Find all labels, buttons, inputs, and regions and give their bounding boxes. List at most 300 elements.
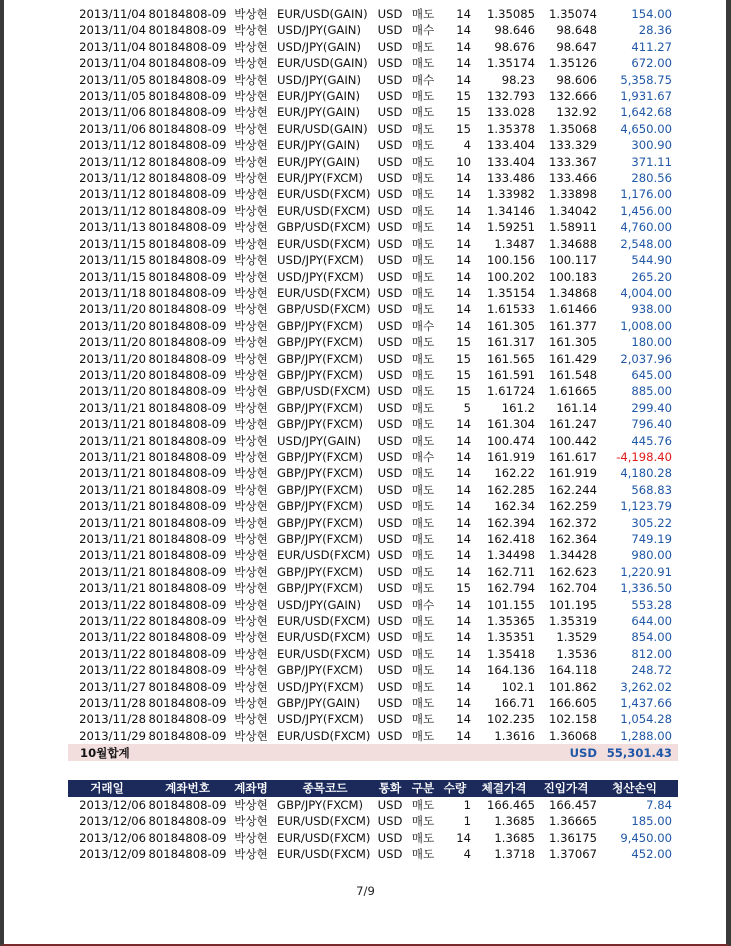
table-row: [68, 22, 678, 38]
entry-price-cell: 162.704: [549, 581, 597, 596]
quantity-cell: 14: [456, 532, 471, 546]
symbol-code-cell: EUR/JPY(FXCM): [277, 171, 363, 186]
trade-date-cell: 2013/11/21: [79, 417, 146, 432]
side-cell: 매도: [411, 253, 435, 268]
symbol-code-cell: USD/JPY(FXCM): [277, 253, 364, 268]
symbol-code-cell: GBP/JPY(FXCM): [277, 367, 363, 382]
currency-cell: USD: [377, 433, 403, 448]
symbol-code-cell: EUR/USD(FXCM): [277, 646, 371, 661]
trade-date-cell: 2013/11/15: [79, 269, 146, 284]
symbol-code-cell: GBP/JPY(FXCM): [277, 482, 363, 497]
side-cell: 매도: [411, 7, 435, 21]
table-row: [68, 137, 678, 153]
table-row: [68, 351, 678, 367]
monthly-total-value: 55,301.43: [597, 744, 678, 761]
currency-cell: USD: [377, 89, 403, 104]
account-number-cell: 80184808-09: [148, 318, 227, 333]
quantity-cell: 14: [456, 466, 471, 481]
account-name-cell: 박상현: [234, 712, 268, 727]
symbol-code-cell: GBP/JPY(FXCM): [277, 532, 363, 546]
account-number-cell: 80184808-09: [148, 89, 227, 104]
account-number-cell: 80184808-09: [148, 646, 227, 661]
realized-pnl-cell: 1,437.66: [620, 696, 672, 711]
quantity-cell: 14: [456, 482, 471, 497]
fill-price-cell: 102.235: [487, 712, 535, 727]
fill-price-cell: 1.34146: [487, 203, 535, 218]
table-row: [68, 515, 678, 531]
entry-price-cell: 1.37067: [549, 847, 597, 862]
entry-price-cell: 1.34042: [549, 203, 597, 218]
symbol-code-cell: EUR/USD(FXCM): [277, 203, 371, 218]
realized-pnl-cell: 180.00: [631, 335, 672, 350]
side-cell: 매수: [411, 72, 435, 87]
currency-cell: USD: [377, 515, 403, 530]
monthly-total-currency: USD: [535, 744, 597, 761]
table-row: [68, 104, 678, 120]
account-number-cell: 80184808-09: [148, 302, 227, 317]
entry-price-cell: 101.195: [549, 597, 597, 612]
fill-price-cell: 132.793: [487, 89, 535, 104]
side-cell: 매도: [411, 679, 435, 694]
symbol-code-cell: GBP/JPY(FXCM): [277, 663, 363, 678]
account-name-cell: 박상현: [234, 646, 268, 661]
account-name-cell: 박상현: [234, 532, 268, 546]
realized-pnl-cell: 544.90: [631, 253, 672, 268]
symbol-code-cell: USD/JPY(GAIN): [277, 39, 361, 54]
table-row: [68, 813, 678, 829]
account-name-cell: 박상현: [234, 171, 268, 186]
realized-pnl-cell: 980.00: [631, 548, 672, 563]
entry-price-cell: 1.36068: [549, 728, 597, 743]
side-cell: 매도: [411, 236, 435, 251]
account-number-cell: 80184808-09: [148, 548, 227, 563]
symbol-code-cell: GBP/JPY(FXCM): [277, 581, 363, 596]
account-number-cell: 80184808-09: [148, 351, 227, 366]
account-number-cell: 80184808-09: [148, 220, 227, 235]
trade-date-cell: 2013/11/12: [79, 171, 146, 186]
symbol-code-cell: GBP/JPY(FXCM): [277, 318, 363, 333]
account-name-cell: 박상현: [234, 23, 268, 38]
quantity-cell: 15: [456, 581, 471, 596]
account-name-cell: 박상현: [234, 728, 268, 743]
currency-cell: USD: [377, 798, 403, 812]
quantity-cell: 15: [456, 335, 471, 350]
trade-date-cell: 2013/11/22: [79, 614, 146, 629]
table-row: [68, 482, 678, 498]
side-cell: 매도: [411, 798, 435, 812]
trade-date-cell: 2013/11/12: [79, 138, 146, 153]
side-cell: 매수: [411, 318, 435, 333]
trade-date-cell: 2013/11/04: [79, 39, 146, 54]
account-name-cell: 박상현: [234, 515, 268, 530]
side-cell: 매도: [411, 433, 435, 448]
currency-cell: USD: [377, 417, 403, 432]
fill-price-cell: 161.919: [487, 449, 535, 464]
currency-cell: USD: [377, 449, 403, 464]
symbol-code-cell: EUR/USD(GAIN): [277, 121, 368, 136]
table-row: [68, 269, 678, 285]
account-name-cell: 박상현: [234, 798, 268, 812]
table-row: [68, 797, 678, 813]
monthly-total-label: 10월합계: [68, 744, 229, 761]
currency-cell: USD: [377, 56, 403, 71]
account-number-cell: 80184808-09: [148, 285, 227, 300]
entry-price-cell: 1.3529: [556, 630, 597, 645]
account-number-cell: 80184808-09: [148, 696, 227, 711]
account-number-cell: 80184808-09: [148, 728, 227, 743]
realized-pnl-cell: 7.84: [646, 798, 672, 812]
trade-date-cell: 2013/11/21: [79, 482, 146, 497]
quantity-cell: 14: [456, 830, 471, 845]
trade-date-cell: 2013/11/04: [79, 7, 146, 21]
trade-date-cell: 2013/11/05: [79, 89, 146, 104]
account-name-cell: 박상현: [234, 847, 268, 862]
quantity-cell: 14: [456, 187, 471, 202]
fill-price-cell: 101.155: [487, 597, 535, 612]
account-number-cell: 80184808-09: [148, 499, 227, 514]
account-name-cell: 박상현: [234, 564, 268, 579]
account-number-cell: 80184808-09: [148, 564, 227, 579]
symbol-code-cell: EUR/USD(FXCM): [277, 285, 371, 300]
account-name-cell: 박상현: [234, 318, 268, 333]
account-number-cell: 80184808-09: [148, 433, 227, 448]
realized-pnl-cell: 854.00: [631, 630, 672, 645]
table-row: [68, 170, 678, 186]
side-cell: 매도: [411, 728, 435, 743]
fill-price-cell: 1.35351: [487, 630, 535, 645]
symbol-code-cell: USD/JPY(GAIN): [277, 597, 361, 612]
quantity-cell: 15: [456, 367, 471, 382]
entry-price-cell: 98.648: [556, 23, 597, 38]
symbol-code-cell: EUR/USD(FXCM): [277, 548, 371, 563]
trade-table-body: [68, 797, 678, 863]
monthly-total-row: [68, 744, 678, 761]
quantity-cell: 14: [456, 318, 471, 333]
account-number-cell: 80184808-09: [148, 663, 227, 678]
currency-cell: USD: [377, 236, 403, 251]
fill-price-cell: 162.794: [487, 581, 535, 596]
symbol-code-cell: EUR/USD(GAIN): [277, 56, 368, 71]
account-number-cell: 80184808-09: [148, 236, 227, 251]
currency-cell: USD: [377, 696, 403, 711]
side-cell: 매도: [411, 548, 435, 563]
side-cell: 매도: [411, 630, 435, 645]
account-name-cell: 박상현: [234, 597, 268, 612]
realized-pnl-cell: 411.27: [631, 39, 672, 54]
side-cell: 매도: [411, 351, 435, 366]
side-cell: 매도: [411, 187, 435, 202]
account-name-cell: 박상현: [234, 335, 268, 350]
side-cell: 매도: [411, 712, 435, 727]
quantity-cell: 15: [456, 121, 471, 136]
side-cell: 매도: [411, 515, 435, 530]
entry-price-cell: 100.183: [549, 269, 597, 284]
header-symbol-code: 종목코드: [273, 780, 373, 797]
realized-pnl-cell: 568.83: [631, 482, 672, 497]
symbol-code-cell: USD/JPY(FXCM): [277, 712, 364, 727]
trade-date-cell: 2013/11/21: [79, 564, 146, 579]
fill-price-cell: 161.317: [487, 335, 535, 350]
entry-price-cell: 161.377: [549, 318, 597, 333]
trade-date-cell: 2013/11/22: [79, 630, 146, 645]
currency-cell: USD: [377, 72, 403, 87]
fill-price-cell: 1.35154: [487, 285, 535, 300]
account-number-cell: 80184808-09: [148, 712, 227, 727]
header-side: 구분: [407, 780, 439, 797]
entry-price-cell: 161.247: [549, 417, 597, 432]
trade-table-december: [68, 780, 678, 863]
realized-pnl-cell: 1,220.91: [620, 564, 672, 579]
table-row: [68, 6, 678, 22]
fill-price-cell: 133.028: [487, 105, 535, 120]
side-cell: 매도: [411, 814, 435, 829]
trade-date-cell: 2013/11/20: [79, 384, 146, 399]
fill-price-cell: 162.394: [487, 515, 535, 530]
side-cell: 매도: [411, 482, 435, 497]
account-number-cell: 80184808-09: [148, 482, 227, 497]
account-name-cell: 박상현: [234, 253, 268, 268]
symbol-code-cell: GBP/JPY(FXCM): [277, 417, 363, 432]
fill-price-cell: 162.418: [487, 532, 535, 546]
quantity-cell: 14: [456, 548, 471, 563]
fill-price-cell: 1.33982: [487, 187, 535, 202]
quantity-cell: 15: [456, 89, 471, 104]
table-row: [68, 203, 678, 219]
realized-pnl-cell: 300.90: [631, 138, 672, 153]
quantity-cell: 14: [456, 728, 471, 743]
table-row: [68, 88, 678, 104]
realized-pnl-cell: 5,358.75: [620, 72, 672, 87]
fill-price-cell: 1.35378: [487, 121, 535, 136]
trade-date-cell: 2013/11/21: [79, 581, 146, 596]
currency-cell: USD: [377, 105, 403, 120]
symbol-code-cell: USD/JPY(GAIN): [277, 23, 361, 38]
account-number-cell: 80184808-09: [148, 581, 227, 596]
realized-pnl-cell: 2,548.00: [620, 236, 672, 251]
currency-cell: USD: [377, 351, 403, 366]
table-row: [68, 629, 678, 645]
entry-price-cell: 162.244: [549, 482, 597, 497]
account-name-cell: 박상현: [234, 466, 268, 481]
trade-date-cell: 2013/11/20: [79, 351, 146, 366]
account-number-cell: 80184808-09: [148, 466, 227, 481]
account-name-cell: 박상현: [234, 630, 268, 645]
side-cell: 매도: [411, 39, 435, 54]
entry-price-cell: 1.35319: [549, 614, 597, 629]
side-cell: 매도: [411, 847, 435, 862]
account-number-cell: 80184808-09: [148, 138, 227, 153]
table-row: [68, 367, 678, 383]
entry-price-cell: 1.61466: [549, 302, 597, 317]
entry-price-cell: 1.61665: [549, 384, 597, 399]
trade-date-cell: 2013/11/12: [79, 187, 146, 202]
entry-price-cell: 133.466: [549, 171, 597, 186]
fill-price-cell: 162.711: [487, 564, 535, 579]
account-number-cell: 80184808-09: [148, 72, 227, 87]
symbol-code-cell: GBP/JPY(FXCM): [277, 400, 363, 415]
quantity-cell: 14: [456, 597, 471, 612]
account-number-cell: 80184808-09: [148, 56, 227, 71]
entry-price-cell: 1.35074: [549, 7, 597, 21]
entry-price-cell: 1.34868: [549, 285, 597, 300]
side-cell: 매도: [411, 285, 435, 300]
quantity-cell: 14: [456, 499, 471, 514]
table-row: [68, 613, 678, 629]
table-row: [68, 334, 678, 350]
account-name-cell: 박상현: [234, 7, 268, 21]
entry-price-cell: 102.158: [549, 712, 597, 727]
trade-date-cell: 2013/11/20: [79, 318, 146, 333]
fill-price-cell: 1.59251: [487, 220, 535, 235]
currency-cell: USD: [377, 712, 403, 727]
fill-price-cell: 1.3685: [494, 814, 535, 829]
header-realized-pnl: 청산손익: [597, 780, 678, 797]
entry-price-cell: 164.118: [549, 663, 597, 678]
quantity-cell: 14: [456, 220, 471, 235]
fill-price-cell: 164.136: [487, 663, 535, 678]
entry-price-cell: 162.259: [549, 499, 597, 514]
fill-price-cell: 1.35174: [487, 56, 535, 71]
quantity-cell: 1: [463, 814, 471, 829]
trade-date-cell: 2013/11/15: [79, 236, 146, 251]
realized-pnl-cell: 248.72: [631, 663, 672, 678]
realized-pnl-cell: 305.22: [631, 515, 672, 530]
trade-date-cell: 2013/12/06: [79, 798, 146, 812]
table-row: [68, 416, 678, 432]
entry-price-cell: 161.14: [556, 400, 597, 415]
currency-cell: USD: [377, 847, 403, 862]
fill-price-cell: 133.404: [487, 154, 535, 169]
table-row: [68, 236, 678, 252]
side-cell: 매도: [411, 384, 435, 399]
realized-pnl-cell: 2,037.96: [620, 351, 672, 366]
account-number-cell: 80184808-09: [148, 187, 227, 202]
trade-date-cell: 2013/11/04: [79, 23, 146, 38]
trade-date-cell: 2013/11/06: [79, 105, 146, 120]
currency-cell: USD: [377, 7, 403, 21]
side-cell: 매도: [411, 646, 435, 661]
entry-price-cell: 1.58911: [549, 220, 597, 235]
currency-cell: USD: [377, 220, 403, 235]
realized-pnl-cell: 265.20: [631, 269, 672, 284]
quantity-cell: 14: [456, 449, 471, 464]
trade-date-cell: 2013/11/21: [79, 532, 146, 546]
trade-date-cell: 2013/11/20: [79, 367, 146, 382]
trade-date-cell: 2013/11/05: [79, 72, 146, 87]
side-cell: 매도: [411, 417, 435, 432]
table-row: [68, 383, 678, 399]
currency-cell: USD: [377, 400, 403, 415]
currency-cell: USD: [377, 335, 403, 350]
currency-cell: USD: [377, 482, 403, 497]
fill-price-cell: 161.305: [487, 318, 535, 333]
trade-table-summary: [68, 744, 678, 761]
symbol-code-cell: USD/JPY(FXCM): [277, 269, 364, 284]
header-quantity: 수량: [439, 780, 473, 797]
quantity-cell: 14: [456, 253, 471, 268]
table-row: [68, 646, 678, 662]
quantity-cell: 14: [456, 285, 471, 300]
account-number-cell: 80184808-09: [148, 335, 227, 350]
currency-cell: USD: [377, 532, 403, 546]
fill-price-cell: 161.565: [487, 351, 535, 366]
account-name-cell: 박상현: [234, 203, 268, 218]
account-name-cell: 박상현: [234, 138, 268, 153]
quantity-cell: 14: [456, 712, 471, 727]
trade-date-cell: 2013/11/04: [79, 56, 146, 71]
symbol-code-cell: EUR/JPY(GAIN): [277, 138, 361, 153]
account-name-cell: 박상현: [234, 56, 268, 71]
symbol-code-cell: EUR/JPY(GAIN): [277, 154, 361, 169]
fill-price-cell: 1.3616: [494, 728, 535, 743]
currency-cell: USD: [377, 499, 403, 514]
currency-cell: USD: [377, 646, 403, 661]
trade-date-cell: 2013/11/22: [79, 646, 146, 661]
side-cell: 매도: [411, 466, 435, 481]
table-row: [68, 679, 678, 695]
account-name-cell: 박상현: [234, 499, 268, 514]
currency-cell: USD: [377, 581, 403, 596]
quantity-cell: 15: [456, 351, 471, 366]
entry-price-cell: 161.548: [549, 367, 597, 382]
realized-pnl-cell: 185.00: [631, 814, 672, 829]
fill-price-cell: 102.1: [501, 679, 535, 694]
symbol-code-cell: GBP/JPY(FXCM): [277, 466, 363, 481]
entry-price-cell: 1.3536: [556, 646, 597, 661]
symbol-code-cell: GBP/USD(FXCM): [277, 384, 371, 399]
account-number-cell: 80184808-09: [148, 253, 227, 268]
realized-pnl-cell: 28.36: [638, 23, 672, 38]
entry-price-cell: 161.617: [549, 449, 597, 464]
fill-price-cell: 1.3685: [494, 830, 535, 845]
entry-price-cell: 133.329: [549, 138, 597, 153]
side-cell: 매도: [411, 400, 435, 415]
trade-date-cell: 2013/12/06: [79, 814, 146, 829]
realized-pnl-cell: 154.00: [631, 7, 672, 21]
entry-price-cell: 133.367: [549, 154, 597, 169]
account-number-cell: 80184808-09: [148, 171, 227, 186]
table-row: [68, 728, 678, 744]
table-row: [68, 72, 678, 88]
account-number-cell: 80184808-09: [148, 105, 227, 120]
realized-pnl-cell: 749.19: [631, 532, 672, 546]
trade-date-cell: 2013/11/21: [79, 466, 146, 481]
symbol-code-cell: USD/JPY(GAIN): [277, 72, 361, 87]
side-cell: 매도: [411, 581, 435, 596]
table-row: [68, 564, 678, 580]
symbol-code-cell: EUR/USD(FXCM): [277, 847, 371, 862]
account-number-cell: 80184808-09: [148, 830, 227, 845]
realized-pnl-cell: 1,288.00: [620, 728, 672, 743]
quantity-cell: 14: [456, 72, 471, 87]
quantity-cell: 14: [456, 56, 471, 71]
entry-price-cell: 101.862: [549, 679, 597, 694]
side-cell: 매도: [411, 532, 435, 546]
quantity-cell: 14: [456, 23, 471, 38]
entry-price-cell: 132.92: [556, 105, 597, 120]
trade-date-cell: 2013/11/21: [79, 548, 146, 563]
quantity-cell: 5: [463, 400, 471, 415]
quantity-cell: 14: [456, 696, 471, 711]
currency-cell: USD: [377, 564, 403, 579]
quantity-cell: 14: [456, 302, 471, 317]
quantity-cell: 14: [456, 630, 471, 645]
symbol-code-cell: GBP/USD(FXCM): [277, 220, 371, 235]
realized-pnl-cell: 1,176.00: [620, 187, 672, 202]
account-name-cell: 박상현: [234, 269, 268, 284]
page-number: 7/9: [356, 884, 375, 898]
realized-pnl-cell: 4,760.00: [620, 220, 672, 235]
